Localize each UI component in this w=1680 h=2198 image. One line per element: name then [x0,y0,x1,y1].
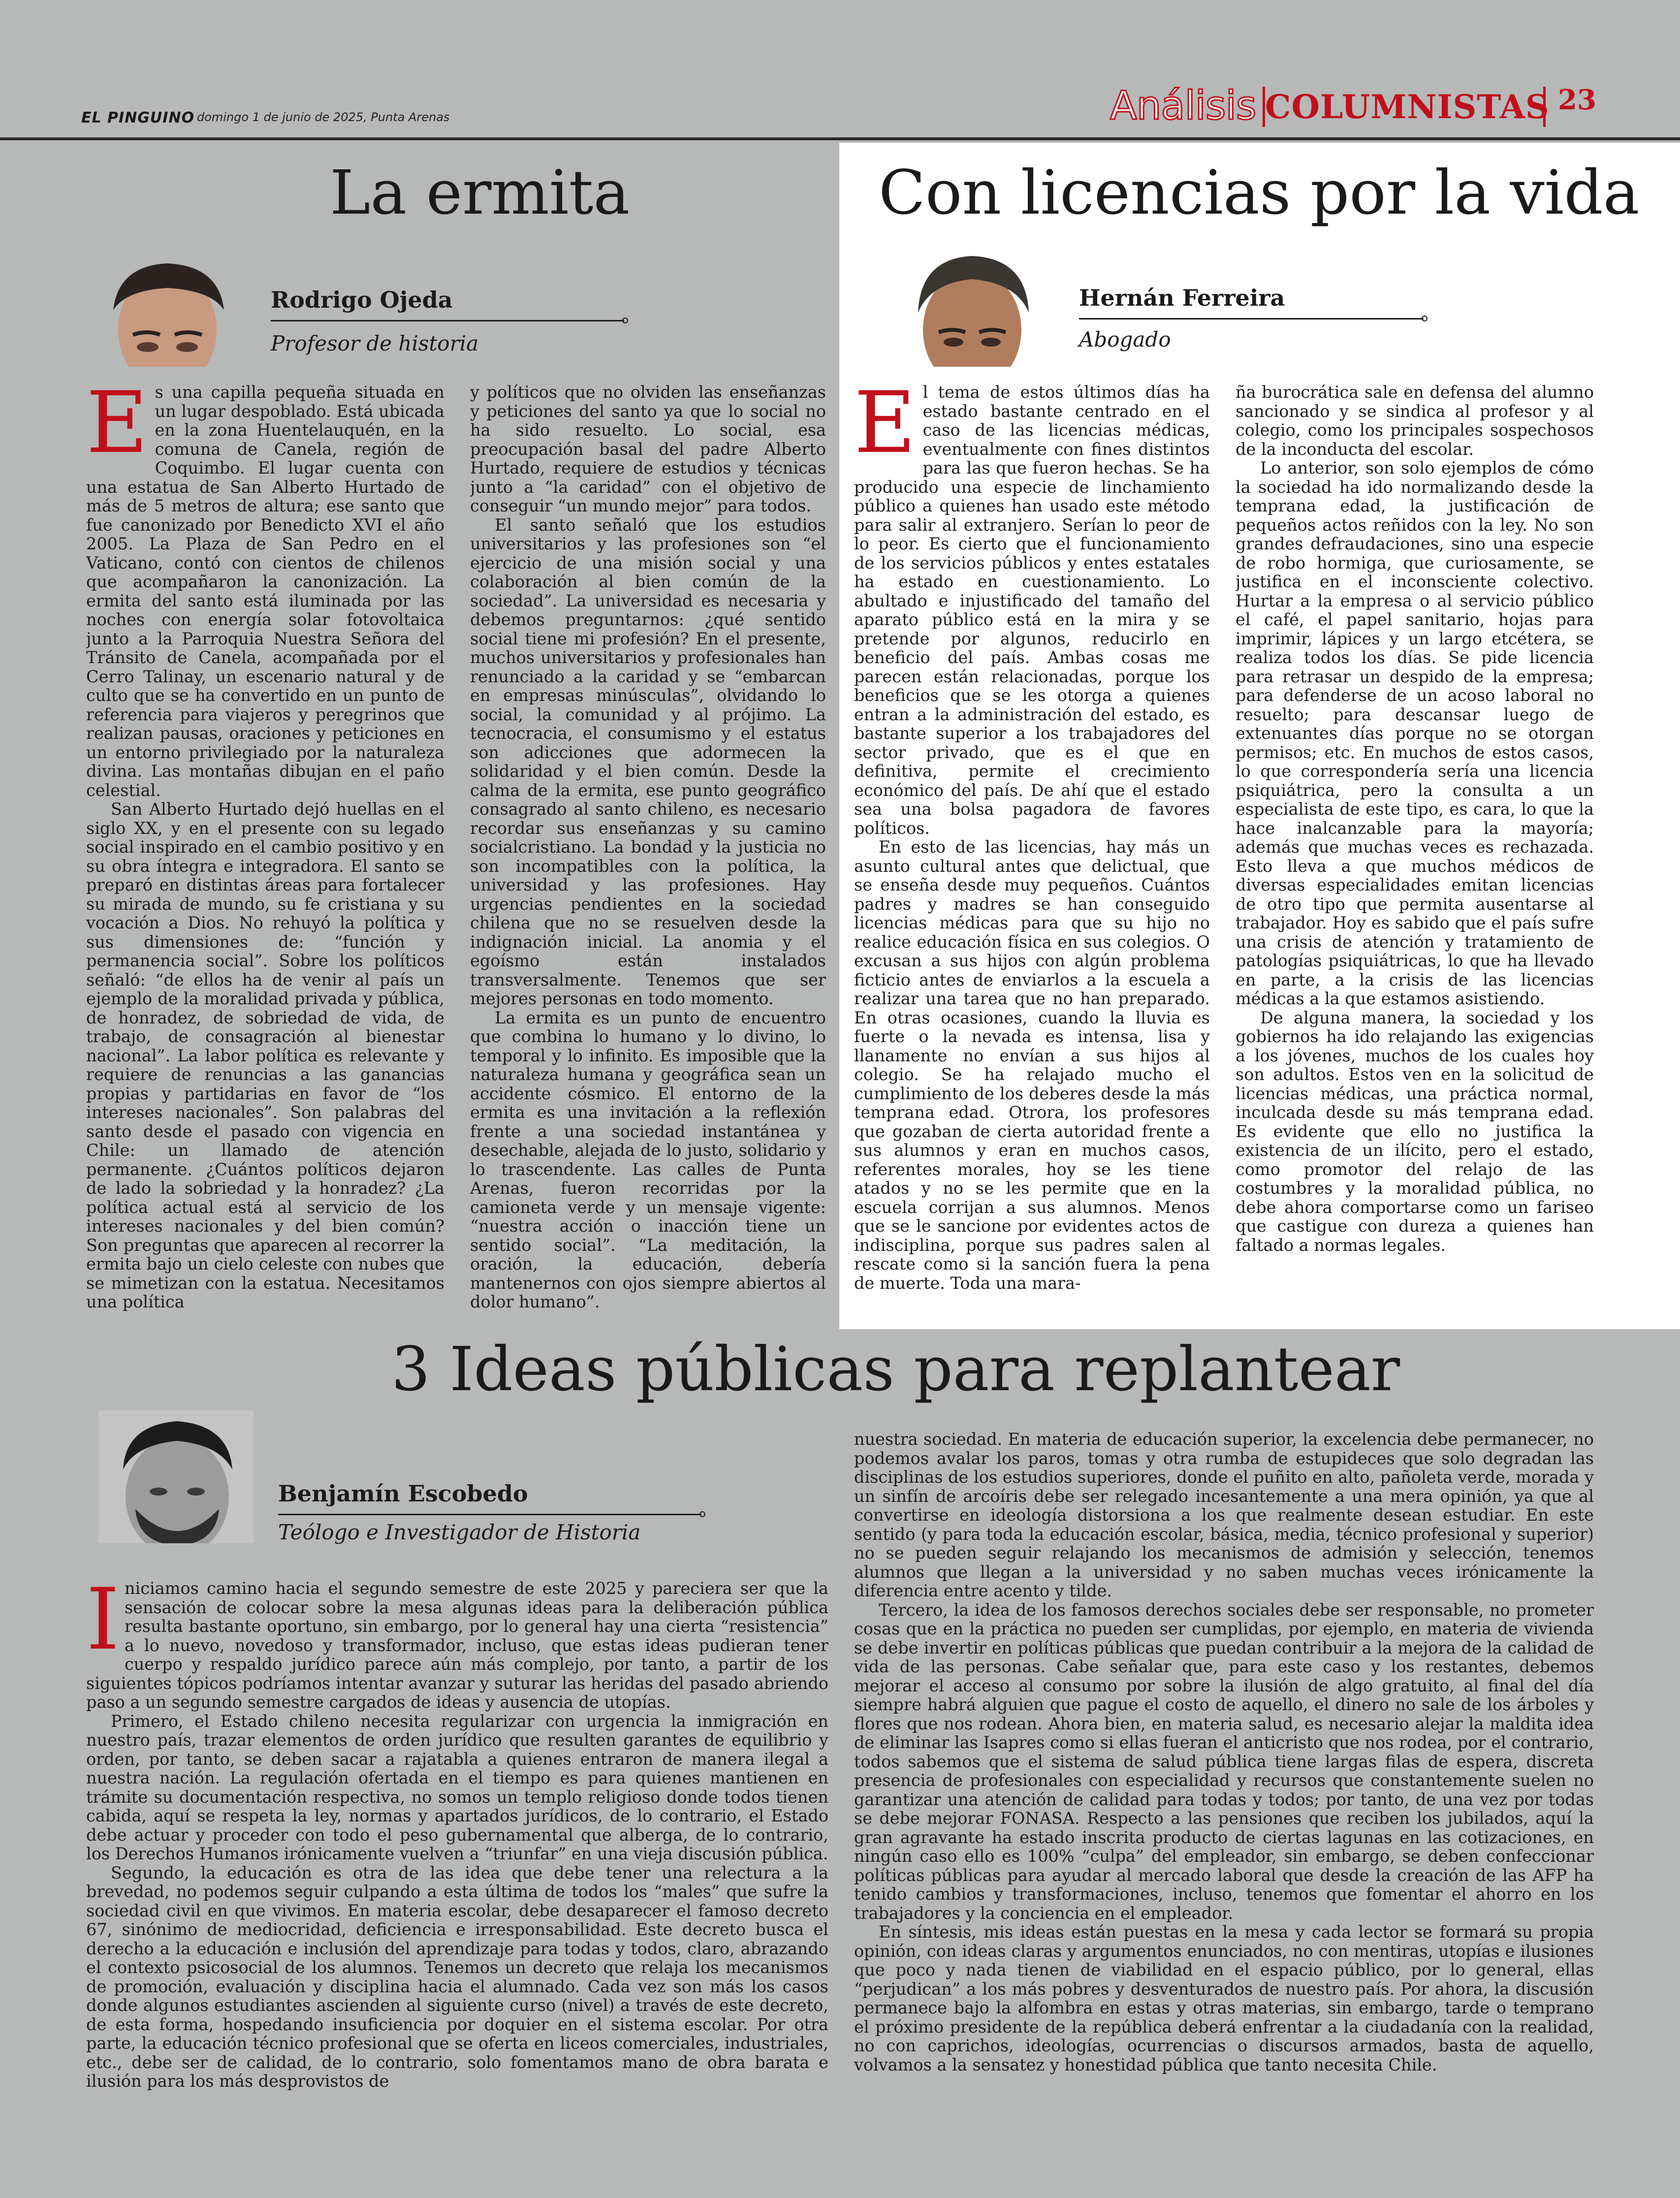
paragraph: Lo anterior, son solo ejemplos de cómo la sociedad ha ido normalizando desde la temprana edad, la justificación de pequeños actos reñidos con la ley. No son grandes defraudaciones, sino una especie de robo hormiga, que curiosamente, se justifica en el inconsciente colectivo. Hurtar a la empresa o al servicio público el café, el papel sanitario, hojas para imprimir, lápices y un largo etcétera, se realiza todos los días. Se pide licencia para retrasar un despido de la empresa; para defenderse de un acoso laboral no resuelto; para descansar luego de extenuantes días porque no se otorgan permisos; etc. En muchos de estos casos, lo que correspondería sería una licencia psiquiátrica, pero la consulta a un especialista de este tipo, es cara, lo que la hace inalcanzable para la mayoría; además que muchas veces es rechazada. Esto lleva a que muchos médicos de diversas especialidades emitan licencias de otro tipo que permita ausentarse al trabajador. Hoy es sabido que el país sufre una crisis de atención y tratamiento de patologías psiquiátricas, lo que ha llevado en parte, a la crisis de las licencias médicas a la que estamos asistiendo. [1236,458,1594,1008]
portrait-icon [903,249,1041,367]
paragraph: y políticos que no olviden las enseñanzas y peticiones del santo ya que lo social no ha sido resuelto. Lo social, esa preocupación basal del padre Alberto Hurtado, requiere de estudios y técnicas junto a “la caridad” con el objetivo de conseguir “un mundo mejor” para todos. [470,383,826,515]
paragraph: l tema de estos últimos días ha estado bastante centrado en el caso de las licencias médicas, eventualmente con fines distintos para las que fueron hechas. Se ha producido una especie de linchamiento público a quienes han usado este método para salir al extranjero. Serían lo peor de lo peor. Es cierto que el funcionamiento de los servicios públicos y entes estatales ha estado en cuestionamiento. Lo abultado e injustificado del tamaño del aparato público está en la mira y se pretende por algunos, reducirlo en beneficio del país. Ambas cosas me parecen están relacionadas, porque los beneficios que se les otorga a quienes entran a la administración del estado, es bastante superior a los trabajadores del sector privado, que es el que en definitiva, permite el crecimiento económico del país. De ahí que el estado sea una bolsa pagadora de favores políticos. [854,383,1210,838]
dateline: domingo 1 de junio de 2025, Punta Arenas [197,110,450,124]
paragraph: Segundo, la educación es otra de las idea que debe tener una relectura a la brevedad, no podemos seguir culpando a esta última de todos los “males” que sufre la sociedad civil en que vivimos. En materia escolar, debe desaparecer el famoso decreto 67, sinónimo de mediocridad, deficiencia e irresponsabilidad. Este decreto busca el derecho a la educación e inclusión del aprendizaje para todas y todos, claro, abrazando el contexto psicosocial de los alumnos. Tenemos un decreto que relaja los mecanismos de promoción, evaluación y disciplina hacia el alumnado. Cada vez son más los casos donde algunos estudiantes ascienden al siguiente curso (nivel) a través de este decreto, de esta forma, hospedando insuficiencia por doquier en el sistema escolar. Por otra parte, la educación técnico profesional que se oferta en liceos comerciales, industriales, etc., debe ser de calidad, de lo contrario, solo fomentamos mano de obra barata e ilusión para los más desprovistos de [86,1863,828,2091]
portrait-icon [98,256,236,367]
article-column [1236,383,1594,1313]
section-label-analisis: Análisis [1110,83,1256,128]
masthead: EL PINGUINO [81,109,195,127]
paragraph: En síntesis, mis ideas están puestas en la mesa y cada lector se formará su propia opinión, con ideas claras y argumentos enunciados, no con mentiras, utopías e ilusiones que poco y nada tienen de viabilidad en el espacio público, por lo general, ellas “perjudican” a los más pobres y desventurados de nuestro país. Por ahora, la discusión permanece bajo la alfombra en estas y otras materias, sin embargo, tarde o temprano el próximo presidente de la república deberá enfrentar a la ciudadanía con la realidad, no con caprichos, ideologías, ocurrencias o discursos armados, basta de aquello, volvamos a la sensatez y honestidad pública que tanto necesita Chile. [854,1922,1594,2074]
author-rule [271,320,624,321]
author-role: Teólogo e Investigador de Historia [278,1520,641,1544]
article-column [470,383,826,1313]
article-column [86,1579,828,2145]
paragraph: El santo señaló que los estudios universitarios y las profesiones son “el ejercicio de una misión social y una colaboración al bien común de la sociedad”. La universidad es necesaria y debemos preguntarnos: ¿qué sentido social tiene mi profesión? En el presente, muchos universitarios y profesionales han renunciado a la caridad y se “embarcan en empresas minúsculas”, olvidando lo social, la comunidad y al prójimo. La tecnocracia, el consumismo y el estatus son adicciones que adormecen la solidaridad y el bien común. Desde la calma de la ermita, ese punto geográfico consagrado al santo chileno, es necesario recordar sus enseñanzas y su camino socialcristiano. La bondad y la justicia no son incompatibles con la política, la universidad y las profesiones. Hay urgencias pendientes en la sociedad chilena que no se resuelven desde la indignación inicial. La anomia y el egoísmo están instalados transversalmente. Tenemos que ser mejores personas en todo momento. [470,515,826,1008]
drop-cap: I [86,1579,120,1669]
article-column [854,383,1210,1313]
paragraph: Tercero, la idea de los famosos derechos sociales debe ser responsable, no prometer cosas que en la práctica no pueden ser cumplidas, por ejemplo, en materia de vivienda se debe invertir en políticas públicas que puedan contribuir a la mejora de la calidad de vida de las personas. Cabe señalar que, para este caso y los restantes, debemos mejorar el acceso al consumo por sobre la ilusión de algo gratuito, al final del día siempre habrá alguien que pague el costo de aquello, el dinero no sale de los árboles y flores que nos rodean. Ahora bien, en materia salud, es necesario alejar la maldita idea de eliminar las Isapres como si ellas fueran el anticristo que nos rodea, por el contrario, todos sabemos que el sistema de salud pública tiene largas filas de espera, discreta presencia de profesionales con especialidad y recursos que constantemente suelen no garantizar una atención de calidad para todas y todos; por tanto, de una vez por todas se debe mejorar FONASA. Respecto a las pensiones que reciben los jubilados, aquí la gran agravante ha estado inscrita producto de ciertas lagunas en las cotizaciones, en ningún caso ello es 100% “culpa” del empleador, sin embargo, se deben confeccionar políticas públicas para ayudar al mercado laboral que desde la creación de las AFP ha tenido cambios y transformaciones, incluso, tenemos que fomentar el ahorro en los trabajadores y la conciencia en el empleador. [854,1600,1594,1923]
headline-la-ermita: La ermita [330,158,630,228]
article-column [86,383,444,1313]
paragraph: nuestra sociedad. En materia de educación superior, la excelencia debe permanecer, no podemos avalar los paros, tomas y otra rumba de estupideces que solo degradan las disciplinas de los estudios superiores, donde el puñito en alto, pañoleta verde, morada y un sinfín de arcoíris debe ser relegado incesantemente a una mera opinión, ya que al convertirse en ideología distorsiona a los que realmente desean estudiar. En este sentido (y para toda la educación escolar, básica, media, técnico profesional y superior) no se pueden seguir relajando los mecanismos de admisión y selección, tenemos alumnos que llegan a la universidad y no saben muchas veces irónicamente la diferencia entre acento y tilde. [854,1430,1594,1600]
author-rule [278,1514,701,1515]
paragraph: San Alberto Hurtado dejó huellas en el siglo XX, y en el presente con su legado social inspirado en el cambio positivo y en su obra íntegra e integradora. El santo se preparó en distintas áreas para fortalecer su mirada de mundo, su fe cristiana y su vocación a Dios. No rehuyó la política y sus dimensiones de: “función y permanencia social”. Sobre los políticos señaló: “de ellos ha de venir al país un ejemplo de la moralidad privada y pública, de honradez, de sobriedad de vida, de trabajo, de consagración al bienestar nacional”. La labor política es relevante y requiere de renuncias a las ganancias propias y partidarias en favor de “los intereses nacionales”. Son palabras del santo desde el pasado con vigencia en Chile: un llamado de atención permanente. ¿Cuántos políticos dejaron de lado la sobriedad y la honradez? ¿La política actual está al servicio de los intereses nacionales y del bien común? Son preguntas que aparecen al recorrer la ermita bajo un cielo celeste con nubes que se mimetizan con la estatua. Necesitamos una política [86,799,444,1311]
headline-3-ideas: 3 Ideas públicas para replantear [391,1334,1400,1405]
portrait-icon [98,1410,254,1543]
author-photo-rodrigo-ojeda [98,256,236,367]
paragraph: Primero, el Estado chileno necesita regularizar con urgencia la inmigración en nuestro país, trazar elementos de orden jurídico que resulten garantes de equilibrio y orden, por tanto, se deben sacar a rajatabla a quienes entraron de manera ilegal a nuestra nación. La regulación ofertada en el tiempo es para quienes mantienen en trámite su documentación respectiva, no somos un templo religioso donde todos tienen cabida, aquí se respeta la ley, normas y apartados jurídicos, de lo contrario, el Estado debe actuar y proceder con todo el peso gubernamental que alberga, de lo contrario, los Derechos Humanos irónicamente vuelven a “triunfar” en una vieja discusión pública. [86,1711,828,1863]
drop-cap: E [854,383,916,472]
paragraph: En esto de las licencias, hay más un asunto cultural antes que delictual, que se enseña desde muy pequeños. Cuántos padres y madres se han conseguido licencias médicas para que su hijo no realice educación física en sus colegios. O excusan a sus hijos con algún problema ficticio antes de enviarlos a la escuela a realizar una tarea que no han preparado. En otras ocasiones, cuando la lluvia es fuerte o la nevada es intensa, lisa y llanamente no envían a sus hijos al colegio. Se ha relajado mucho el cumplimiento de los deberes desde la más temprana edad. Otrora, los profesores que gozaban de cierta autoridad frente a sus alumnos y eran en muchos casos, referentes morales, hoy se les tiene atados y no se les permite que en la escuela corrijan a sus alumnos. Menos que se le sancione por evidentes actos de indisciplina, porque sus padres salen al rescate como si la sanción fuera la pena de muerte. Toda una mara- [854,837,1210,1293]
author-rule [1079,318,1424,319]
paragraph: La ermita es un punto de encuentro que combina lo humano y lo divino, lo temporal y lo infinito. Es imposible que la naturaleza humana y geográfica sean un accidente cósmico. El entorno de la ermita es una invitación a la reflexión frente a una sociedad instantánea y desechable, alejada de lo justo, solidario y lo trascendente. Las calles de Punta Arenas, fueron recorridas por la camioneta verde y un mensaje vigente: “nuestra acción o inacción tiene un sentido social”. “La meditación, la oración, la educación, debería mantenernos con ojos siempre abiertos al dolor humano”. [470,1008,826,1311]
author-role: Abogado [1079,327,1171,351]
paragraph: s una capilla pequeña situada en un lugar despoblado. Está ubicada en la zona Huentelauquén, en la comuna de Canela, región de Coquimbo. El lugar cuenta con una estatua de San Alberto Hurtado de más de 5 metros de altura; ese santo que fue canonizado por Benedicto XVI el año 2005. La Plaza de San Pedro en el Vaticano, contó con cientos de chilenos que acompañaron la canonización. La ermita del santo está iluminada por las noches con energía solar fotovoltaica junto a la Parroquia Nuestra Señora del Tránsito de Canela, acompañada por el Cerro Talinay, un escenario natural y de culto que se ha convertido en un punto de referencia para viajeros y peregrinos que realizan pausas, oraciones y peticiones en un entorno privilegiado por la naturaleza divina. Las montañas dibujan en el paño celestial. [86,383,444,800]
drop-cap: E [86,383,148,472]
author-name: Hernán Ferreira [1079,285,1285,311]
article-column [854,1430,1594,2144]
paragraph: niciamos camino hacia el segundo semestre de este 2025 y pareciera ser que la sensación de colocar sobre la mesa algunas ideas para la deliberación pública resulta bastante oportuno, sin embargo, por lo general hay una cierta “resistencia” a lo nuevo, novedoso y transformador, incluso, que estas ideas pudieran tener cuerpo y respaldo jurídico parece aún más complejo, por tanto, a partir de los siguientes tópicos podríamos intentar avanzar y suturar las heridas del pasado abriendo paso a un segundo semestre cargados de ideas y ausencia de utopías. [86,1579,828,1712]
author-photo-benjamin-escobedo [98,1410,254,1543]
author-name: Rodrigo Ojeda [271,287,453,313]
author-name: Benjamín Escobedo [278,1480,528,1507]
author-role: Profesor de historia [271,331,479,355]
page-number: 23 [1558,84,1596,116]
headline-con-licencias: Con licencias por la vida [879,158,1640,228]
author-photo-hernan-ferreira [903,249,1041,367]
paragraph: De alguna manera, la sociedad y los gobiernos ha ido relajando las exigencias a los jóvenes, muchos de los cuales hoy son adultos. Estos ven en la solicitud de licencias médicas, una práctica normal, inculcada desde su más temprana edad. Es evidente que ello no justifica la existencia de un ilícito, pero el estado, como promotor del relajo de las costumbres y la moralidad pública, no debe ahora comportarse como un fariseo que castigue con dureza a quienes han faltado a normas legales. [1236,1008,1594,1255]
section-label-columnistas: COLUMNISTAS [1263,87,1546,127]
paragraph: ña burocrática sale en defensa del alumno sancionado y se sindica al profesor y al colegio, como los principales sospechosos de la inconducta del escolar. [1236,383,1594,459]
